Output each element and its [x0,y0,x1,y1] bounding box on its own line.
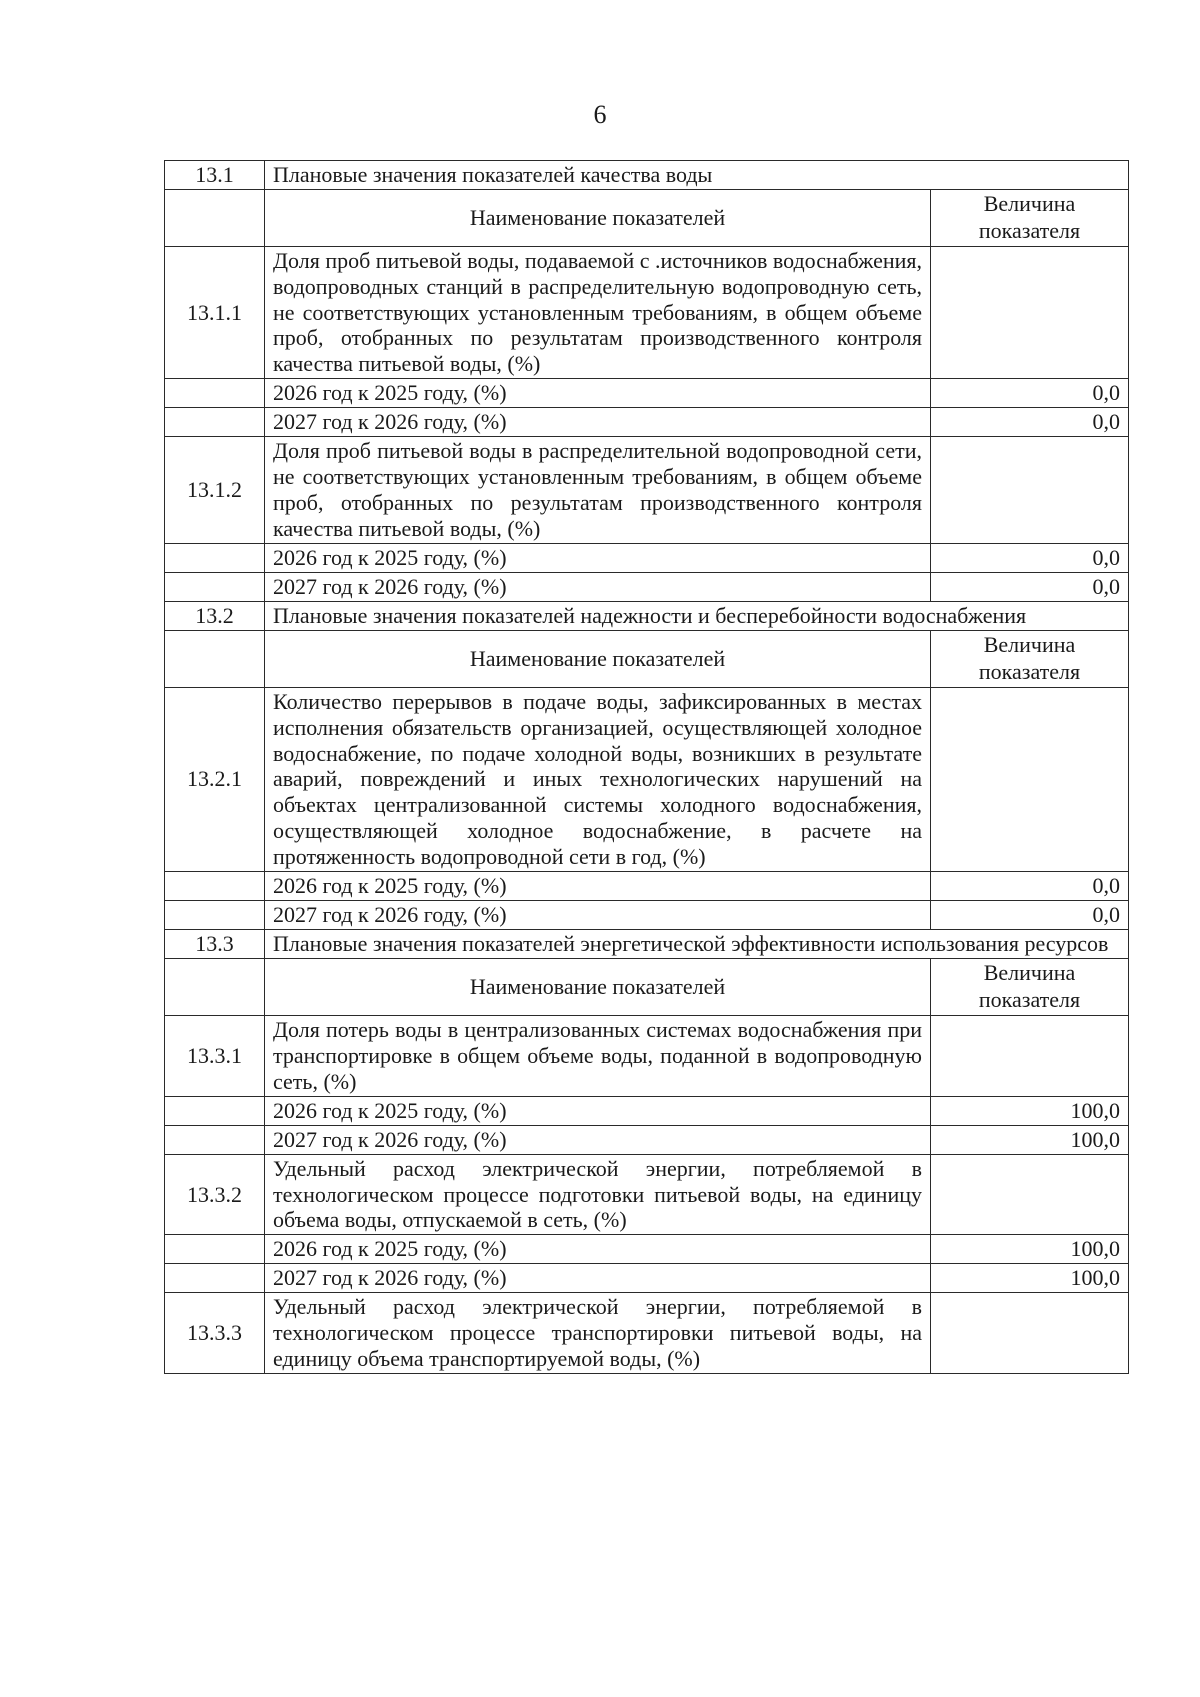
header-blank-cell [165,959,265,1016]
section-number: 13.1 [165,161,265,190]
indicator-number: 13.3.3 [165,1293,265,1374]
indicator-value-blank [931,1154,1129,1235]
year-row [165,1235,1129,1264]
year-row [165,872,1129,901]
column-header-name: Наименование показателей [265,630,931,687]
indicator-number: 13.2.1 [165,687,265,872]
indicator-number: 13.1.2 [165,437,265,544]
year-label: 2027 год к 2026 году, (%) [265,1264,931,1293]
year-value: 100,0 [931,1264,1129,1293]
year-row [165,573,1129,602]
header-blank-cell [165,630,265,687]
year-value: 100,0 [931,1125,1129,1154]
indicator-text: Доля проб питьевой воды, подаваемой с .источников водоснабжения, водопроводных станций в распределительную водопроводную сеть, не соответствующих установленным требованиям, в общем объеме проб, отобранных по результатам производственного контроля качества питьевой воды, (%) [265,246,931,379]
year-value: 100,0 [931,1096,1129,1125]
year-value: 0,0 [931,544,1129,573]
indicator-value-blank [931,687,1129,872]
year-blank-cell [165,573,265,602]
year-label: 2026 год к 2025 году, (%) [265,1096,931,1125]
year-value: 0,0 [931,901,1129,930]
column-header-name: Наименование показателей [265,189,931,246]
indicator-row [165,1015,1129,1096]
column-header-name: Наименование показателей [265,959,931,1016]
header-blank-cell [165,189,265,246]
year-value: 0,0 [931,408,1129,437]
year-blank-cell [165,1096,265,1125]
indicator-text: Удельный расход электрической энергии, потребляемой в технологическом процессе подготовки питьевой воды, на единицу объема воды, отпускаемой в сеть, (%) [265,1154,931,1235]
year-row [165,408,1129,437]
year-blank-cell [165,544,265,573]
indicator-value-blank [931,437,1129,544]
year-row [165,379,1129,408]
section-row [165,602,1129,631]
year-row [165,901,1129,930]
year-row [165,1264,1129,1293]
year-blank-cell [165,379,265,408]
column-header-row [165,959,1129,1016]
year-value: 0,0 [931,573,1129,602]
indicator-value-blank [931,1293,1129,1374]
indicator-row [165,437,1129,544]
indicator-row [165,1154,1129,1235]
year-label: 2027 год к 2026 году, (%) [265,1125,931,1154]
indicator-row [165,687,1129,872]
year-label: 2026 год к 2025 году, (%) [265,379,931,408]
year-blank-cell [165,872,265,901]
column-header-value: Величина показателя [931,189,1129,246]
indicator-number: 13.1.1 [165,246,265,379]
year-blank-cell [165,1264,265,1293]
indicator-value-blank [931,1015,1129,1096]
column-header-value: Величина показателя [931,959,1129,1016]
indicator-text: Удельный расход электрической энергии, потребляемой в технологическом процессе транспортировки питьевой воды, на единицу объема транспортируемой воды, (%) [265,1293,931,1374]
indicator-text: Доля проб питьевой воды в распределительной водопроводной сети, не соответствующих установленным требованиям, в общем объеме проб, отобранных по результатам производственного контроля качества питьевой воды, (%) [265,437,931,544]
column-header-row [165,189,1129,246]
year-blank-cell [165,1125,265,1154]
year-row [165,1096,1129,1125]
year-blank-cell [165,408,265,437]
section-title: Плановые значения показателей надежности и бесперебойности водоснабжения [265,602,1129,631]
indicator-row [165,246,1129,379]
year-blank-cell [165,1235,265,1264]
year-value: 100,0 [931,1235,1129,1264]
year-blank-cell [165,901,265,930]
indicator-row [165,1293,1129,1374]
indicator-number: 13.3.1 [165,1015,265,1096]
indicator-number: 13.3.2 [165,1154,265,1235]
indicator-text: Количество перерывов в подаче воды, зафиксированных в местах исполнения обязательств организацией, осуществляющей холодное водоснабжение, по подаче холодной воды, возникших в результате аварий, повреждений и иных технологических нарушений на объектах централизованной системы холодного водоснабжения, осуществляющей холодное водоснабжение, в расчете на протяженность водопроводной сети в год, (%) [265,687,931,872]
year-value: 0,0 [931,379,1129,408]
year-label: 2026 год к 2025 году, (%) [265,872,931,901]
indicator-value-blank [931,246,1129,379]
section-row [165,930,1129,959]
year-value: 0,0 [931,872,1129,901]
section-title: Плановые значения показателей энергетической эффективности использования ресурсов [265,930,1129,959]
section-title: Плановые значения показателей качества воды [265,161,1129,190]
page-number: 6 [593,100,607,129]
indicators-table [164,160,1129,1374]
year-label: 2027 год к 2026 году, (%) [265,408,931,437]
section-row [165,161,1129,190]
year-row [165,1125,1129,1154]
year-label: 2026 год к 2025 году, (%) [265,544,931,573]
column-header-row [165,630,1129,687]
section-number: 13.3 [165,930,265,959]
year-label: 2027 год к 2026 году, (%) [265,901,931,930]
year-row [165,544,1129,573]
year-label: 2026 год к 2025 году, (%) [265,1235,931,1264]
section-number: 13.2 [165,602,265,631]
indicator-text: Доля потерь воды в централизованных системах водоснабжения при транспортировке в общем объеме воды, поданной в водопроводную сеть, (%) [265,1015,931,1096]
column-header-value: Величина показателя [931,630,1129,687]
year-label: 2027 год к 2026 году, (%) [265,573,931,602]
